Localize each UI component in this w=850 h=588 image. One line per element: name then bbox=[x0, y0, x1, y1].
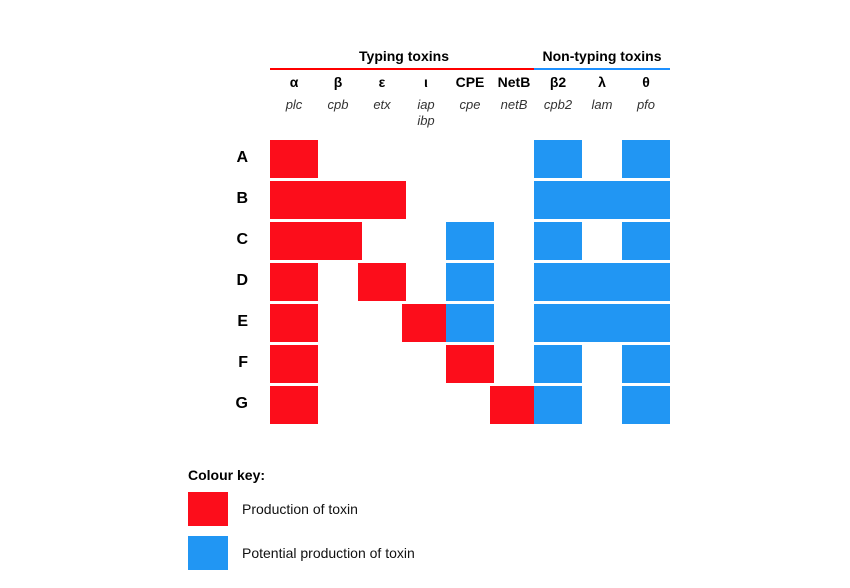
column-symbol-etx: ε bbox=[378, 74, 386, 90]
column-gene-pfo bbox=[622, 97, 670, 113]
gene-name-line: cpe bbox=[459, 97, 481, 112]
cell-E-iap-ibp bbox=[402, 304, 450, 342]
cell-C-cpb2 bbox=[534, 222, 582, 260]
row-label-D: D bbox=[236, 272, 248, 289]
row-label-E: E bbox=[237, 313, 248, 330]
cell-G-netB bbox=[490, 386, 538, 424]
cell-A-cpb2 bbox=[534, 140, 582, 178]
column-gene-cpb bbox=[314, 97, 362, 113]
gene-name-line: cpb2 bbox=[543, 97, 573, 112]
cell-C-cpe bbox=[446, 222, 494, 260]
cell-C-pfo bbox=[622, 222, 670, 260]
group-rule-1 bbox=[270, 68, 538, 70]
gene-name-line: ibp bbox=[417, 113, 435, 128]
cell-B-cpb bbox=[314, 181, 362, 219]
column-gene-cpe bbox=[446, 97, 494, 113]
legend-label-2: Potential production of toxin bbox=[242, 545, 415, 561]
cell-A-pfo bbox=[622, 140, 670, 178]
legend-label-1: Production of toxin bbox=[242, 501, 358, 517]
cell-E-lam bbox=[578, 304, 626, 342]
cell-D-pfo bbox=[622, 263, 670, 301]
legend-swatch-1 bbox=[188, 492, 228, 526]
cell-E-pfo bbox=[622, 304, 670, 342]
column-symbol-pfo: θ bbox=[642, 74, 650, 90]
gene-name-line: iap bbox=[417, 97, 435, 112]
gene-name-line: lam bbox=[591, 97, 613, 112]
cell-B-cpb2 bbox=[534, 181, 582, 219]
column-gene-lam bbox=[578, 97, 626, 113]
column-symbol-lam: λ bbox=[598, 74, 606, 90]
row-label-A: A bbox=[236, 149, 248, 166]
row-label-B: B bbox=[236, 190, 248, 207]
group-rule-2 bbox=[534, 68, 670, 70]
cell-F-cpb2 bbox=[534, 345, 582, 383]
column-symbol-cpe: CPE bbox=[455, 74, 485, 90]
cell-F-pfo bbox=[622, 345, 670, 383]
column-symbol-cpb: β bbox=[333, 74, 343, 90]
cell-A-plc bbox=[270, 140, 318, 178]
group-header-2: Non-typing toxins bbox=[542, 48, 662, 64]
group-header-1: Typing toxins bbox=[359, 48, 449, 64]
cell-G-plc bbox=[270, 386, 318, 424]
column-symbol-plc: α bbox=[289, 74, 299, 90]
gene-name-line: netB bbox=[500, 97, 528, 112]
row-label-F: F bbox=[238, 354, 248, 371]
column-gene-etx bbox=[358, 97, 406, 113]
row-label-C: C bbox=[236, 231, 248, 248]
gene-name-line: plc bbox=[285, 97, 303, 112]
cell-E-plc bbox=[270, 304, 318, 342]
gene-name-line: etx bbox=[373, 97, 391, 112]
column-symbol-cpb2: β2 bbox=[549, 74, 567, 90]
cell-E-cpb2 bbox=[534, 304, 582, 342]
column-symbol-iap ibp: ι bbox=[424, 74, 428, 90]
gene-name-line: cpb bbox=[327, 97, 349, 112]
column-gene-plc bbox=[270, 97, 318, 113]
cell-E-cpe bbox=[446, 304, 494, 342]
cell-G-pfo bbox=[622, 386, 670, 424]
column-gene-netB bbox=[490, 97, 538, 113]
cell-B-pfo bbox=[622, 181, 670, 219]
legend-title: Colour key: bbox=[188, 467, 266, 483]
row-label-G: G bbox=[235, 395, 248, 412]
cell-C-cpb bbox=[314, 222, 362, 260]
legend-swatch-2 bbox=[188, 536, 228, 570]
cell-C-plc bbox=[270, 222, 318, 260]
cell-G-cpb2 bbox=[534, 386, 582, 424]
cell-D-plc bbox=[270, 263, 318, 301]
column-symbol-netB: NetB bbox=[497, 74, 531, 90]
cell-F-plc bbox=[270, 345, 318, 383]
cell-D-cpb2 bbox=[534, 263, 582, 301]
column-gene-iap ibp bbox=[402, 97, 450, 129]
cell-D-cpe bbox=[446, 263, 494, 301]
cell-B-plc bbox=[270, 181, 318, 219]
cell-B-lam bbox=[578, 181, 626, 219]
cell-B-etx bbox=[358, 181, 406, 219]
column-gene-cpb2 bbox=[534, 97, 582, 113]
cell-F-cpe bbox=[446, 345, 494, 383]
cell-D-lam bbox=[578, 263, 626, 301]
gene-name-line: pfo bbox=[636, 97, 656, 112]
cell-D-etx bbox=[358, 263, 406, 301]
